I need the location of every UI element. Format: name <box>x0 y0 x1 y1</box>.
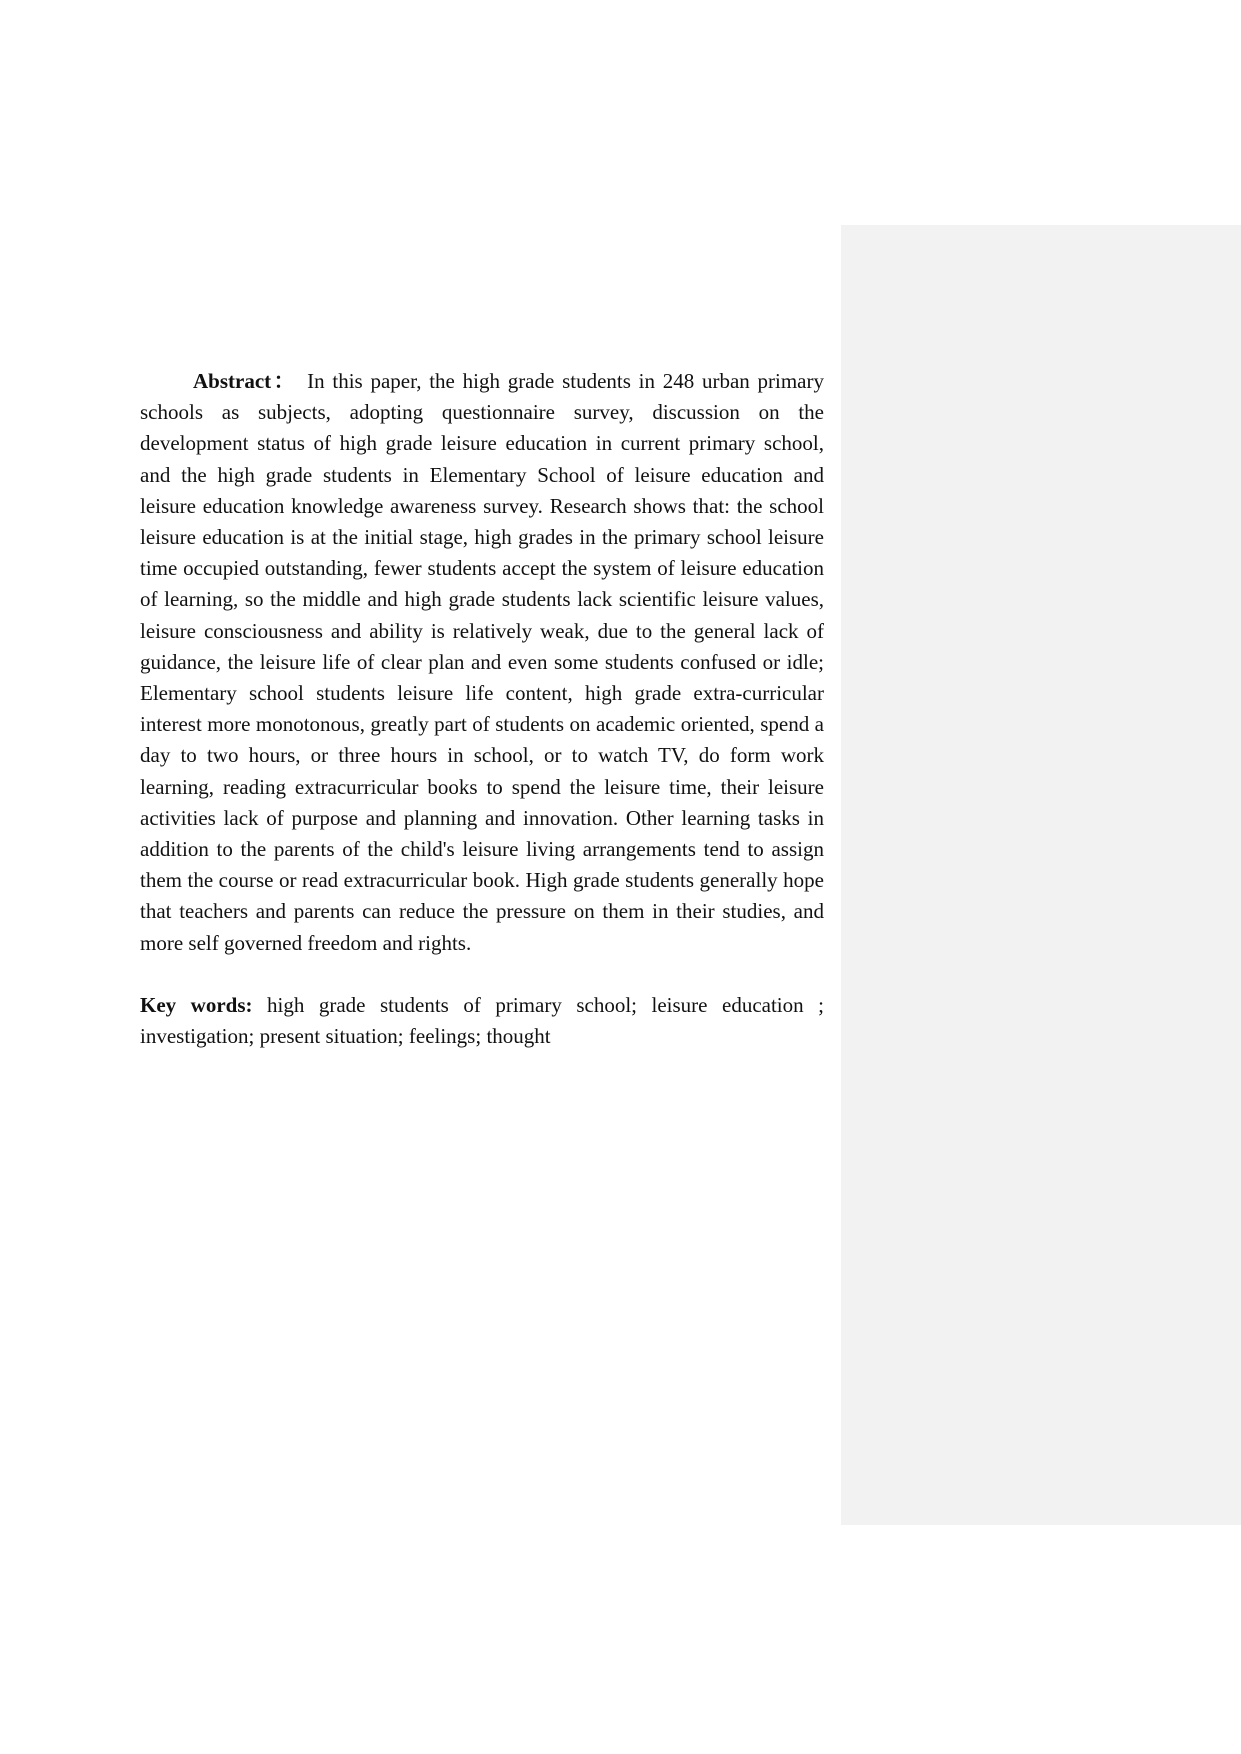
keywords-paragraph <box>140 990 824 1052</box>
abstract-text: In this paper, the high grade students in 248 urban primary schools as subjects, adopting questionnaire survey, discussion on the development status of high grade leisure education in current primary school, and the high grade students in Elementary School of leisure education and leisure education knowledge awareness survey. Research shows that: the school leisure education is at the initial stage, high grades in the primary school leisure time occupied outstanding, fewer students accept the system of leisure education of learning, so the middle and high grade students lack scientific leisure values, leisure consciousness and ability is relatively weak, due to the general lack of guidance, the leisure life of clear plan and even some students confused or idle; Elementary school students leisure life content, high grade extra-curricular interest more monotonous, greatly part of students on academic oriented, spend a day to two hours, or three hours in school, or to watch TV, do form work learning, reading extracurricular books to spend the leisure time, their leisure activities lack of purpose and planning and innovation. Other learning tasks in addition to the parents of the child's leisure living arrangements tend to assign them the course or read extracurricular book. High grade students generally hope that teachers and parents can reduce the pressure on them in their studies, and more self governed freedom and rights. <box>140 369 824 955</box>
abstract-section <box>140 366 824 1052</box>
comment-margin-pane <box>841 225 1241 1525</box>
abstract-paragraph <box>140 366 824 959</box>
keywords-label: Key words: <box>140 992 253 1017</box>
abstract-label: Abstract： <box>193 369 298 393</box>
keywords-text: high grade students of primary school; leisure education ; investigation; present situation; feelings; thought <box>140 992 824 1049</box>
